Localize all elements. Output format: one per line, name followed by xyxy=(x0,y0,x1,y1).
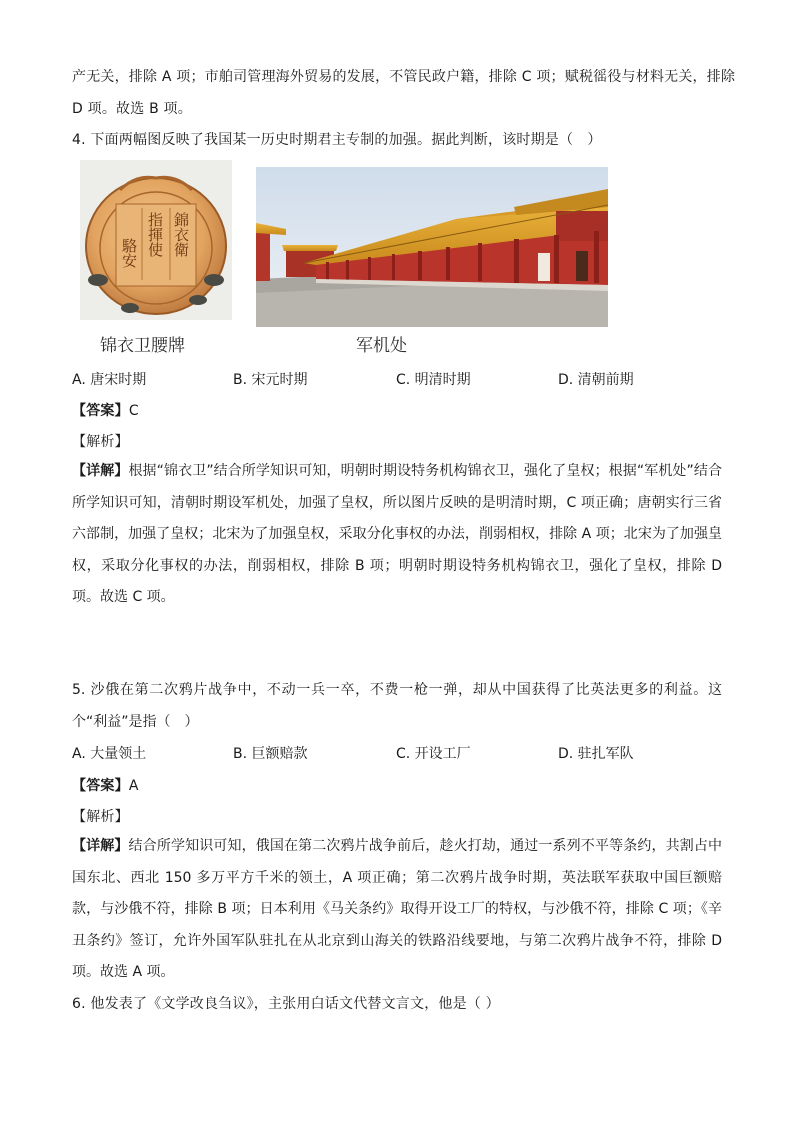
answer-value: C xyxy=(128,403,139,419)
plaque-image xyxy=(80,160,232,320)
answer-tag: 【答案】 xyxy=(72,778,129,794)
q5-option-d: D. 驻扎军队 xyxy=(558,746,634,762)
plaque-text-col-3: 駱安 xyxy=(120,238,138,268)
q5-detail xyxy=(72,831,722,989)
q4-detail xyxy=(72,456,722,614)
grand-council-caption: 军机处 xyxy=(356,336,407,356)
answer-tag: 【答案】 xyxy=(72,403,129,419)
detail-tag: 【详解】 xyxy=(72,463,129,479)
q5-option-c: C. 开设工厂 xyxy=(396,746,471,762)
q4-analysis-tag: 【解析】 xyxy=(72,434,129,450)
q5-option-a: A. 大量领土 xyxy=(72,746,147,762)
q5-option-b: B. 巨额赔款 xyxy=(233,746,308,762)
q4-option-a: A. 唐宋时期 xyxy=(72,372,147,388)
prev-answer-line-1: 产无关，排除 A 项；市舶司管理海外贸易的发展，不管民政户籍，排除 C 项；赋税徭役与材料无关，排除 xyxy=(72,69,736,85)
answer-value: A xyxy=(128,778,139,794)
detail-tag: 【详解】 xyxy=(72,838,129,854)
q4-option-d: D. 清朝前期 xyxy=(558,372,634,388)
detail-text: 根据“锦衣卫”结合所学知识可知，明朝时期设特务机构锦衣卫，强化了皇权；根据“军机处”结合所学知识可知，清朝时期设军机处，加强了皇权，所以图片反映的是明清时期，C 项正确；唐朝实行三省六部制，加强了皇权；北宋为了加强皇权，采取分化事权的办法，削弱相权，排除 A 项；北宋为了加强皇权，采取分化事权的办法，削弱相权，排除 B 项；明朝时期设特务机构锦衣卫，强化了皇权，排除 D 项。故选 C 项。 xyxy=(72,463,723,605)
prev-answer-line-2: D 项。故选 B 项。 xyxy=(72,101,192,117)
q4-answer xyxy=(72,400,139,420)
question-6-stem: 6. 他发表了《文学改良刍议》，主张用白话文代替文言文，他是（ ） xyxy=(72,996,500,1012)
grand-council-image xyxy=(256,167,608,327)
question-4-stem: 4. 下面两幅图反映了我国某一历史时期君主专制的加强。据此判断，该时期是（ ） xyxy=(72,132,602,148)
question-5-stem: 5. 沙俄在第二次鸦片战争中，不动一兵一卒，不费一枪一弹，却从中国获得了比英法更多的利益。这个“利益”是指（ ） xyxy=(72,682,722,730)
q5-answer xyxy=(72,775,139,795)
q4-option-b: B. 宋元时期 xyxy=(233,372,308,388)
detail-text: 结合所学知识可知，俄国在第二次鸦片战争前后，趁火打劫，通过一系列不平等条约，共割占中国东北、西北 150 多万平方千米的领土，A 项正确；第二次鸦片战争时期，英法联军获取中国巨额赔款，与沙俄不符，排除 B 项；日本利用《马关条约》取得开设工厂的特权，与沙俄不符，排除 C 项；《辛丑条约》签订，允许外国军队驻扎在从北京到山海关的铁路沿线要地，与第二次鸦片战争不符，排除 D 项。故选 A 项。 xyxy=(72,838,723,980)
plaque-caption: 锦衣卫腰牌 xyxy=(100,336,185,356)
q5-analysis-tag: 【解析】 xyxy=(72,809,129,825)
q4-option-c: C. 明清时期 xyxy=(396,372,471,388)
plaque-text-col-1: 錦衣衛 xyxy=(172,212,190,257)
plaque-text-col-2: 指揮使 xyxy=(146,212,164,257)
